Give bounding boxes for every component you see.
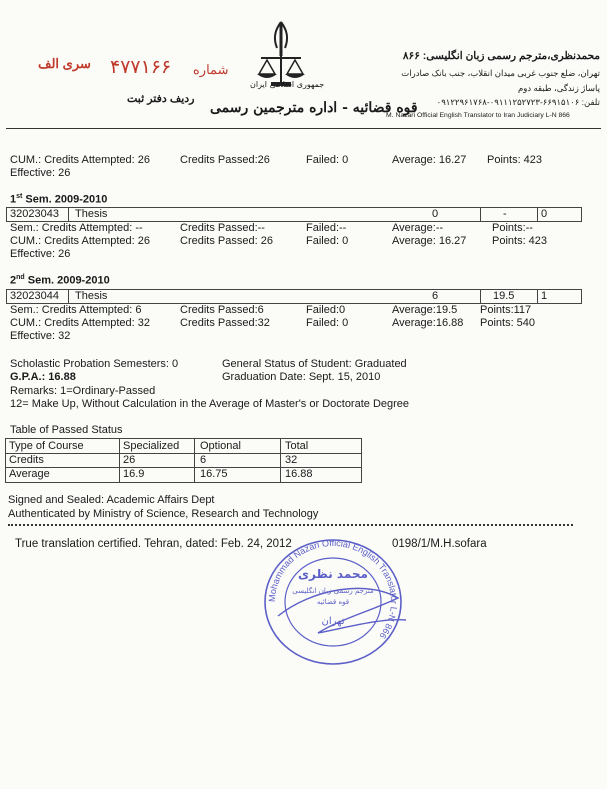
sem1-row-sep	[480, 208, 481, 221]
cum-top-average: Average: 16.27	[392, 154, 467, 166]
sem2-sem-attempted: Sem.: Credits Attempted: 6	[10, 304, 142, 316]
probation-semesters: Scholastic Probation Semesters: 0	[10, 358, 179, 370]
sem1-cum-average: Average: 16.27	[392, 235, 467, 247]
sem2-row-sep	[68, 290, 69, 303]
table-cell: 16.88	[285, 468, 313, 480]
sem2-course-grade: 19.5	[493, 290, 515, 302]
sem1-course-code: 32023043	[10, 208, 59, 220]
sem1-course-credits: 0	[432, 208, 439, 220]
sem2-course-remark: 1	[541, 290, 548, 302]
sem2-row-sep	[480, 290, 481, 303]
sem2-cum-points: Points: 540	[480, 317, 536, 329]
header-divider	[6, 128, 601, 129]
table-header-total: Total	[285, 440, 309, 452]
sem1-course-title: Thesis	[75, 208, 108, 220]
sem1-sem-attempted: Sem.: Credits Attempted: --	[10, 222, 143, 234]
table-cell: Average	[9, 468, 50, 480]
sem2-sem-failed: Failed:0	[306, 304, 346, 316]
translator-name-fa: محمدنظری،مترجم رسمی زبان انگلیسی: ۸۶۶	[402, 50, 600, 62]
table-header-type: Type of Course	[9, 440, 84, 452]
sem2-sem-passed: Credits Passed:6	[180, 304, 264, 316]
signed-sealed: Signed and Sealed: Academic Affairs Dept	[8, 494, 215, 506]
sem2-course-row	[6, 289, 582, 304]
sem2-title-number: 2	[10, 274, 17, 287]
table-cell: 32	[285, 454, 298, 466]
seal-inner-line1: مترجم رسمی زبان انگلیسی	[292, 587, 374, 595]
seal-inner-line2: قوه قضائیه	[316, 598, 350, 606]
sem1-sem-failed: Failed:--	[306, 222, 347, 234]
sem1-title-rest: Sem. 2009-2010	[22, 193, 108, 206]
table-col-divider	[280, 439, 281, 482]
sem2-cum-attempted: CUM.: Credits Attempted: 32	[10, 317, 150, 329]
general-status: General Status of Student: Graduated	[222, 358, 407, 370]
seal-city: تهران	[321, 616, 345, 627]
table-cell: 6	[200, 454, 207, 466]
address-fa-2: پاساژ زندگی، طبقه دوم	[517, 83, 600, 93]
sem1-cum-points: Points: 423	[492, 235, 548, 247]
passed-table-title: Table of Passed Status	[10, 424, 123, 436]
sem1-sem-passed: Credits Passed:--	[180, 222, 265, 234]
sem2-row-sep	[537, 290, 538, 303]
document-number: ۴۷۷۱۶۶	[110, 57, 172, 78]
graduation-date: Graduation Date: Sept. 15, 2010	[222, 371, 381, 383]
cum-top-effective: Effective: 26	[10, 167, 71, 179]
judiciary-text: قوه قضائیه - اداره مترجمین رسمی	[210, 100, 418, 116]
table-col-divider	[119, 439, 120, 482]
sem2-cum-passed: Credits Passed:32	[180, 317, 270, 329]
table-cell: 16.75	[200, 468, 228, 480]
sem2-cum-failed: Failed: 0	[306, 317, 349, 329]
passed-status-table	[5, 438, 362, 483]
table-col-divider	[194, 439, 195, 482]
dotted-divider	[8, 524, 573, 526]
reference-number: 0198/1/M.H.sofara	[392, 538, 487, 550]
table-header-optional: Optional	[200, 440, 241, 452]
address-fa-1: تهران، ضلع جنوب غربی میدان انقلاب، جنب بانک صادرات	[401, 68, 600, 78]
sem1-cum-passed: Credits Passed: 26	[180, 235, 273, 247]
sem1-sem-points: Points:--	[492, 222, 533, 234]
cum-top-points: Points: 423	[487, 154, 543, 166]
authenticated-by: Authenticated by Ministry of Science, Research and Technology	[8, 508, 319, 520]
sem1-course-grade: -	[503, 208, 507, 220]
sem2-title	[10, 274, 110, 287]
table-header-specialized: Specialized	[123, 440, 180, 452]
table-cell: 16.9	[123, 468, 145, 480]
cum-top-passed: Credits Passed:26	[180, 154, 270, 166]
sem1-course-row	[6, 207, 582, 222]
true-translation-certified: True translation certified. Tehran, dated: Feb. 24, 2012	[15, 538, 292, 550]
register-label: ردیف دفتر ثبت	[127, 93, 195, 105]
seal-inner-name: محمد نظری	[298, 567, 368, 581]
sem2-sem-average: Average:19.5	[392, 304, 458, 316]
sem2-cum-average: Average:16.88	[392, 317, 464, 329]
sem2-sem-points: Points:117	[480, 304, 532, 316]
sem1-sem-average: Average:--	[392, 222, 444, 234]
sem1-course-remark: 0	[541, 208, 548, 220]
sem2-effective: Effective: 32	[10, 330, 71, 342]
sem1-title-number: 1	[10, 193, 17, 206]
table-row-divider	[6, 453, 361, 454]
cum-top-attempted: CUM.: Credits Attempted: 26	[10, 154, 150, 166]
grade-note: 12= Make Up, Without Calculation in the Average of Master's or Doctorate Degree	[10, 398, 410, 410]
sem2-title-rest: Sem. 2009-2010	[24, 274, 110, 287]
sem1-cum-attempted: CUM.: Credits Attempted: 26	[10, 235, 150, 247]
sem1-title-sup: st	[16, 193, 23, 200]
remarks: Remarks: 1=Ordinary-Passed	[10, 385, 156, 397]
sem2-course-code: 32023044	[10, 290, 59, 302]
phone-fa: تلفن: ۶۶۹۱۵۱۰۶-۰۹۱۱۱۲۵۲۷۲۳-۰۹۱۲۲۹۶۱۷۶۸	[436, 97, 600, 107]
translator-name-en: M. Nazari Official English Translator to Iran Judiciary L-N 866	[386, 112, 570, 119]
sem2-title-sup: nd	[16, 274, 25, 281]
sem1-title	[10, 193, 107, 206]
republic-text: جمهوری اسلامی ایران	[250, 80, 325, 89]
sem2-course-credits: 6	[432, 290, 439, 302]
series-label: سری الف	[38, 56, 91, 71]
table-cell: Credits	[9, 454, 44, 466]
document-number-label: شماره	[193, 62, 229, 77]
sem1-cum-failed: Failed: 0	[306, 235, 349, 247]
cum-top-failed: Failed: 0	[306, 154, 349, 166]
official-translator-seal	[258, 538, 408, 666]
gpa: G.P.A.: 16.88	[10, 371, 76, 383]
sem2-course-title: Thesis	[75, 290, 108, 302]
sem1-row-sep	[68, 208, 69, 221]
sem1-row-sep	[537, 208, 538, 221]
seal-outer-text: Mohammad Nazari Official English Translator L-N 866	[266, 538, 400, 641]
sem1-effective: Effective: 26	[10, 248, 71, 260]
table-cell: 26	[123, 454, 136, 466]
